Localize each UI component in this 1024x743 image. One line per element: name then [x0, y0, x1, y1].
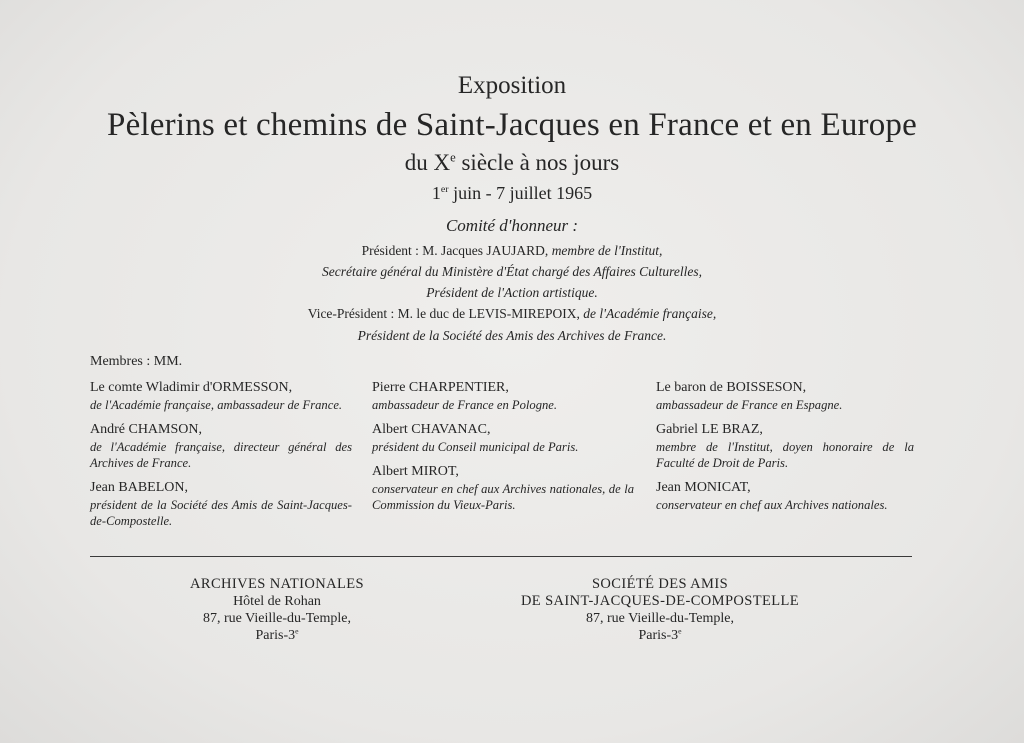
- president-line-3: Président de l'Action artistique.: [426, 285, 598, 300]
- member-entry: [656, 420, 914, 471]
- vice-president-line-2: Président de la Société des Amis des Archives de France.: [357, 328, 667, 343]
- member-entry: [372, 420, 634, 455]
- members-column-3: [656, 378, 914, 520]
- member-name: Le comte Wladimir d'ORMESSON,: [90, 380, 293, 395]
- organization-name: ARCHIVES NATIONALES: [190, 576, 364, 592]
- divider-rule: [90, 556, 912, 557]
- exhibition-title: Pèlerins et chemins de Saint-Jacques en France et en Europe: [107, 107, 917, 143]
- president-line: Président : M. Jacques JAUJARD, membre de l'Institut,: [361, 243, 663, 258]
- exhibition-dates: 1er juin - 7 juillet 1965: [431, 183, 593, 203]
- member-description: conservateur en chef aux Archives nationales, de la Commission du Vieux-Paris.: [372, 482, 634, 512]
- member-entry: [90, 378, 352, 413]
- members-column-1: [90, 378, 352, 536]
- member-name: André CHAMSON,: [90, 422, 202, 437]
- organization-name-2: DE SAINT-JACQUES-DE-COMPOSTELLE: [520, 593, 800, 609]
- member-entry: [656, 378, 914, 413]
- member-description: membre de l'Institut, doyen honoraire de la Faculté de Droit de Paris.: [656, 440, 914, 470]
- member-description: président du Conseil municipal de Paris.: [372, 440, 579, 454]
- member-entry: [90, 478, 352, 529]
- members-column-2: [372, 378, 634, 520]
- address-societe-des-amis: [470, 576, 850, 644]
- member-name: Albert MIROT,: [372, 464, 459, 479]
- member-entry: [90, 420, 352, 471]
- address-city: Paris-3e: [255, 626, 299, 643]
- member-description: président de la Société des Amis de Saint-Jacques-de-Compostelle.: [90, 498, 352, 528]
- address-archives-nationales: [157, 576, 397, 644]
- address-line: 87, rue Vieille-du-Temple,: [203, 611, 351, 626]
- membres-label: Membres : MM.: [90, 354, 183, 369]
- address-line: Hôtel de Rohan: [233, 594, 321, 609]
- member-name: Albert CHAVANAC,: [372, 422, 491, 437]
- organization-name: SOCIÉTÉ DES AMIS: [591, 576, 729, 592]
- member-name: Le baron de BOISSESON,: [656, 380, 807, 395]
- address-city: Paris-3e: [638, 626, 682, 643]
- comite-heading: Comité d'honneur :: [445, 216, 579, 235]
- member-entry: [372, 462, 634, 513]
- member-name: Gabriel LE BRAZ,: [656, 422, 763, 437]
- member-name: Pierre CHARPENTIER,: [372, 380, 509, 395]
- president-line-2: Secrétaire général du Ministère d'État chargé des Affaires Culturelles,: [322, 264, 702, 279]
- exposition-label: Exposition: [457, 72, 567, 99]
- member-description: ambassadeur de France en Espagne.: [656, 398, 843, 412]
- member-description: conservateur en chef aux Archives nationales.: [656, 498, 888, 512]
- member-description: ambassadeur de France en Pologne.: [372, 398, 558, 412]
- member-entry: [372, 378, 634, 413]
- member-entry: [656, 478, 914, 513]
- vice-president-line: Vice-Président : M. le duc de LEVIS-MIREPOIX, de l'Académie française,: [307, 306, 717, 321]
- member-name: Jean MONICAT,: [656, 480, 751, 495]
- member-name: Jean BABELON,: [90, 480, 188, 495]
- member-description: de l'Académie française, directeur général des Archives de France.: [90, 440, 352, 470]
- address-line: 87, rue Vieille-du-Temple,: [586, 611, 734, 626]
- member-description: de l'Académie française, ambassadeur de France.: [90, 398, 343, 412]
- exhibition-subtitle: du Xe siècle à nos jours: [404, 150, 620, 175]
